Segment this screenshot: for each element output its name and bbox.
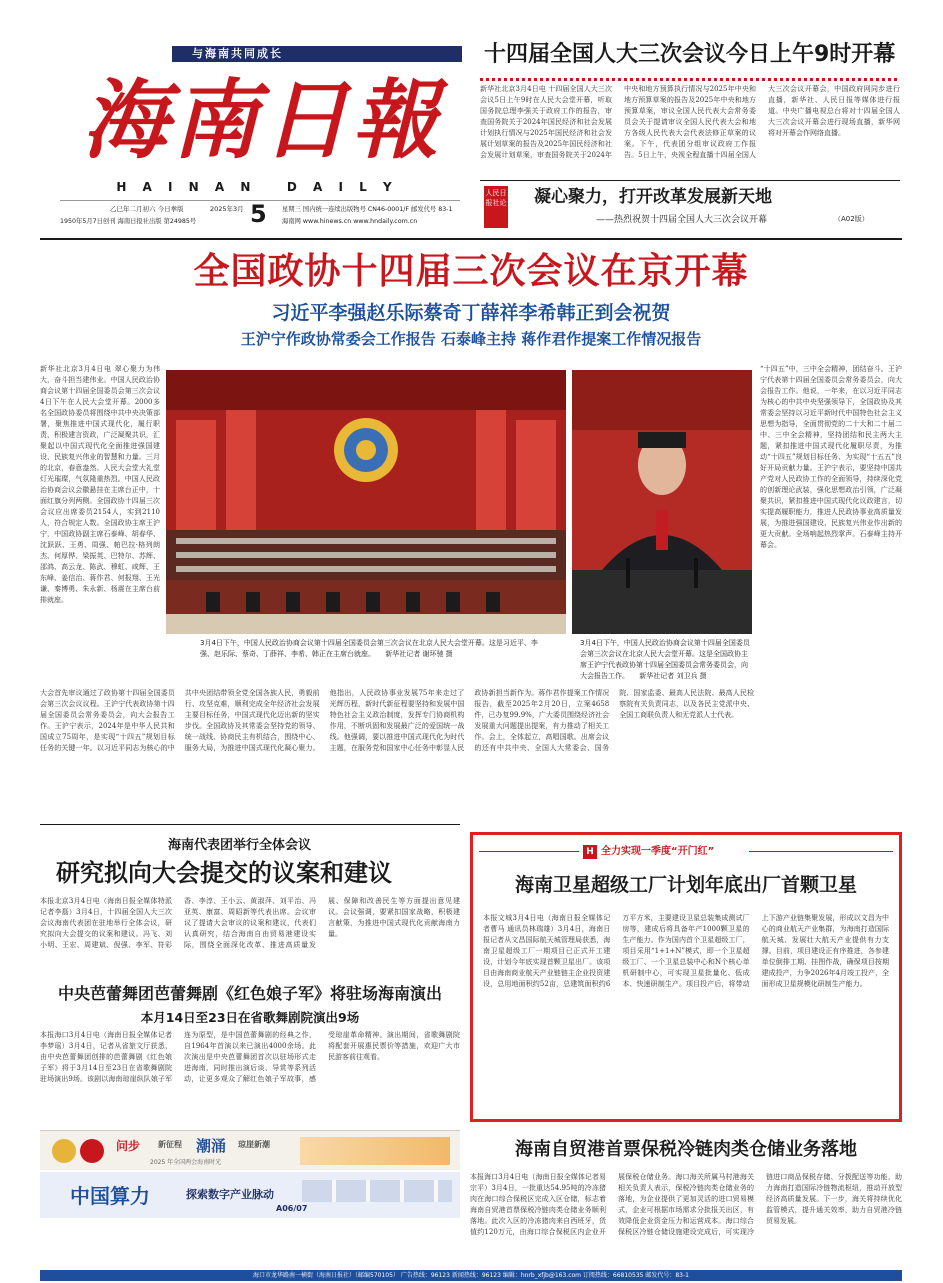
ad-badge-3: 潮涌 xyxy=(196,1137,227,1155)
ad-emblem xyxy=(52,1139,76,1163)
lead-credit-2: 新华社记者 刘卫兵 摄 xyxy=(639,672,707,680)
lead-caption-1 xyxy=(200,638,540,660)
ad-thumbs xyxy=(302,1180,452,1202)
lead-body-right: “十四五”中，三中全会精神，团结奋斗。王沪宁代表第十四届全国委员会常务委员会，向大会报告工作。他说，一年来，在以习近平同志为核心的中共中央坚强领导下，全国政协及其常委会坚持以习近平新时代中国特色社会主义思想为指导，全面贯彻党的二十大和二十届二中、三中全会精神，坚持团结和民主两大主题，紧扣推进中国式现代化履职尽责，为推动“十四五”规划目标任务、为实现“十五五”良好开局贡献力量。王沪宁表示，要坚持中国共产党对人民政协工作的全面领导，持续深化党的创新理论武装，强化思想政治引领，广泛凝聚共识，紧扣推进中国式现代化议政建言，切实提高履职能力，推进人民政协事业高质量发展，为推进强国建设、民族复兴伟业作出新的更大贡献。全场响起热烈掌声。石泰峰主持开幕会。 xyxy=(760,365,902,549)
satellite-kicker-line-left xyxy=(479,851,579,852)
ballet-body: 本报海口3月4日电（海南日报全媒体记者李梦瑶）3月4日，记者从省旅文厅获悉，由中央芭蕾舞团创排的芭蕾舞剧《红色娘子军》将于3月14日至23日在省歌舞剧院驻场演出9场。该剧以海南琼崖纵队娘子军连为原型，是中国芭蕾舞剧的经典之作，自1964年首演以来已演出4000余场。此次演出是中央芭蕾舞团首次以驻场形式走进海南，同时推出演后谈、导赏等系列活动，让更多观众了解红色娘子军故事，感受琼崖革命精神。演出期间，省歌舞剧院将配套开展惠民票价等措施，欢迎广大市民游客前往观看。 xyxy=(40,1031,460,1083)
top-story-dotted-rule xyxy=(480,78,900,81)
satellite-kicker-badge: H xyxy=(583,845,597,859)
footer-text: 海口市龙华路南一横街（海南日报社）（邮编570105） 广告热线：96123 新闻热线：96123 编辑：hnrb_xfjb@163.com 订阅热线：66810535 邮发代号：83-1 xyxy=(253,1272,689,1279)
ballet-headline: 中央芭蕾舞团芭蕾舞剧《红色娘子军》将驻场海南演出 xyxy=(57,984,442,1003)
ad-tagline: 探索数字产业脉动 xyxy=(186,1188,274,1201)
speaker-illustration xyxy=(572,370,752,634)
hainan-group-kicker: 海南代表团举行全体会议 xyxy=(168,838,312,853)
ad-brand: 中国算力 xyxy=(70,1184,150,1208)
ad-brand-bar xyxy=(40,1172,460,1218)
satellite-body: 本报文城3月4日电（海南日报全媒体记者曹马 通讯员林瑞雄）3月4日，海南日报记者从文昌国际航天城管理局获悉，海南卫星超级工厂一期项目已正式开工建设，计划今年底实现首颗卫星出厂。该项目由海南商业航天产业链链主企业投资建设，总用地面积约52亩，总建筑面积约6万平方米，主要建设卫星总装集成测试厂房等，建成后将具备年产1000颗卫星的生产能力。作为国内首个卫星超级工厂，项目采用“1+1+N”模式，即一个卫星超级工厂、一个卫星总装中心和N个核心单机研制中心，可实现卫星批量化、低成本、快速研制生产。项目投产后，将带动上下游产业链集聚发展，形成以文昌为中心的商业航天产业集群，为海南打造国际航天城、发展壮大航天产业提供有力支撑。目前，项目建设正有序推进，各参建单位倒排工期、挂图作战，确保项目按期建成投产，力争2026年4月竣工投产，全面形成卫星规模化研制生产能力。 xyxy=(483,914,889,988)
editorial-ref: （A02版） xyxy=(834,215,869,223)
info-line-1: 星期三 国内统一连续出版物号 CN46-0001/F 邮发代号 83-1 xyxy=(282,206,453,213)
editorial-title: 凝心聚力，打开改革发展新天地 xyxy=(534,187,772,207)
satellite-kicker-bar xyxy=(479,845,893,859)
info-line-2: 海南网 www.hinews.cn www.hndaily.com.cn xyxy=(282,218,418,225)
lead-photo-hall xyxy=(166,370,566,634)
masthead-subtitle: H A I N A N D A I L Y xyxy=(116,180,398,194)
satellite-story-box xyxy=(470,832,902,1122)
editorial-top-rule xyxy=(480,180,900,181)
footer-bar xyxy=(40,1270,902,1281)
satellite-kicker-line-right xyxy=(749,851,893,852)
lead-top-rule xyxy=(40,238,902,240)
lunar-date: 乙巳年二月初六 今日拳版 xyxy=(110,205,184,213)
top-story-body: 新华社北京3月4日电 十四届全国人大三次会议5日上午9时在人民大会堂开幕，听取国务院总理李强关于政府工作的报告，审查国务院关于2024年国民经济和社会发展计划执行情况与2025年国民经济和社会发展计划草案的报告及2025年国民经济和社会发展计划草案，审查国务院关于2024年中央和地方预算执行情况与2025年中央和地方预算草案的报告及2025年中央和地方预算草案，审议全国人民代表大会常务委员会关于提请审议全国人民代表大会和地方各级人民代表大会代表法修正草案的议案。下午，代表团分组审议政府工作报告。5日上午，央视全程直播十四届全国人大三次会议开幕会，中国政府网同步进行直播，新华社、人民日报等媒体进行报道。中央广播电视总台将对十四届全国人大三次会议开幕会进行现场直播，新华网将对开幕会作网络直播。 xyxy=(480,85,900,159)
lead-photo-speaker xyxy=(572,370,752,634)
editorial-tag-text: 人民日报社论 xyxy=(485,189,507,207)
coldchain-body: 本报海口3月4日电（海南日报全媒体记者易宗平）3月4日，一批重达54.95吨的冷冻猪肉在海口综合保税区完成入区仓储，标志着海南自贸港首票保税冷链肉类仓储业务顺利落地。此次入区的冷冻猪肉来自西班牙，货值约120万元，由海口综合保税区内企业开展保税仓储业务。海口海关所属马村港海关相关负责人表示，保税冷链肉类仓储业务的落地，为企业提供了更加灵活的进口贸易模式，企业可根据市场需求分批报关出区，有效降低企业资金压力和运营成本。海口综合保税区冷链仓储设施建设完成后，可实现冷链进口商品保税存储、分拨配送等功能，助力海南打造国际冷链物流枢纽，推动开放型经济高质量发展。下一步，海关将持续优化监管模式，提升通关效率，助力自贸港冷链贸易发展。 xyxy=(470,1173,902,1236)
hall-illustration xyxy=(166,370,566,634)
ad-badge-1: 问步 xyxy=(116,1139,141,1153)
ad-small: 2025 年全国两会海南时光 xyxy=(150,1159,222,1166)
lead-caption-2-text: 3月4日下午，中国人民政治协商会议第十四届全国委员会第三次会议在北京人民大会堂开幕。这是全国政协主席王沪宁代表政协第十四届全国委员会常务委员会，向大会报告工作。 xyxy=(580,639,750,680)
top-story-headline: 十四届全国人大三次会议今日上午9时开幕 xyxy=(484,42,896,67)
masthead-slogan: 与海南共同成长 xyxy=(192,47,283,60)
satellite-kicker: 全力实现一季度“开门红” xyxy=(601,846,715,857)
lead-caption-2 xyxy=(580,638,750,682)
lead-caption-1-text: 3月4日下午，中国人民政治协商会议第十四届全国委员会第三次会议在北京人民大会堂开幕。这是习近平、李强、赵乐际、蔡奇、丁薛祥、李希、韩正在主席台就座。 xyxy=(200,639,538,658)
lead-headline: 全国政协十四届三次会议在京开幕 xyxy=(193,251,749,292)
coldchain-headline: 海南自贸港首票保税冷链肉类仓储业务落地 xyxy=(515,1139,857,1160)
issue-info xyxy=(60,200,460,234)
ad-graphic xyxy=(300,1137,450,1165)
page-number: 5 xyxy=(250,200,267,228)
lead-body-bottom: 大会首先审议通过了政协第十四届全国委员会第三次会议议程。王沪宁代表政协第十四届全国委员会常务委员会，向大会报告工作。王沪宁表示，2024年是中华人民共和国成立75周年，是实现“十四五”规划目标任务的关键一年。以习近平同志为核心的中共中央团结带领全党全国各族人民，勇毅前行、攻坚克难，顺利完成全年经济社会发展主要目标任务，中国式现代化迈出新的坚实步伐。全国政协及其常委会坚持党的领导、统一战线、协商民主有机结合，围绕中心、服务大局，为推进中国式现代化凝心聚力。他指出，人民政协事业发展75年来走过了光辉历程，新时代新征程要坚持和发展中国特色社会主义政治制度，发挥专门协商机构作用，不断巩固和发展最广泛的爱国统一战线。他强调，要以推进中国式现代化为时代主题，在服务党和国家中心任务中彰显人民政协新担当新作为。蒋作君作提案工作情况报告，截至2025年2月20日，立案4658件，已办复99.9%，广大委员围绕经济社会发展重大问题提出提案，有力推动了相关工作。会上，全体起立，高唱国歌。出席会议的还有中共中央、全国人大常委会、国务院、国家监委、最高人民法院、最高人民检察院有关负责同志，以及各民主党派中央、全国工商联负责人和无党派人士代表。 xyxy=(40,689,754,752)
ad-badge-2: 新征程 xyxy=(158,1140,182,1149)
editorial-tag xyxy=(484,186,508,228)
ad-emblem-2 xyxy=(80,1139,104,1163)
hainan-group-headline: 研究拟向大会提交的议案和建议 xyxy=(56,859,392,887)
lead-subhead-1: 习近平李强赵乐际蔡奇丁薛祥李希韩正到会祝贺 xyxy=(271,302,671,324)
editorial-subtitle: ——热烈祝贺十四届全国人大三次会议开幕 xyxy=(596,215,768,225)
lead-subhead-2: 王沪宁作政协常委会工作报告 石泰峰主持 蒋作君作提案工作情况报告 xyxy=(240,330,702,348)
lead-credit-1: 新华社记者 谢环驰 摄 xyxy=(385,650,453,658)
hainan-group-body: 本报北京3月4日电（海南日报全媒体特派记者李磊）3月4日，十四届全国人大三次会议海南代表团在驻地举行全体会议，研究拟向大会提交的议案和建议。冯飞、刘小明、王宏、周建斌、倪强、李军、符彩香、李淳、王小云、黄淑萍、刘平治、冯亚英、康富、周昭新等代表出席。会议审议了提请大会审议的议案和建议，代表们认真研究，结合海南自由贸易港建设实际，围绕全面深化改革、推进高质量发展、保障和改善民生等方面提出意见建议。会议强调，要紧扣国家战略，积极建言献策，为推进中国式现代化贡献海南力量。 xyxy=(40,897,460,949)
masthead-logo: 海南日報 xyxy=(82,70,442,171)
ad-page-ref: A06/07 xyxy=(276,1204,308,1213)
publication-line: 1950年5月7日创刊 海南日报社出版 第24985号 xyxy=(60,218,197,225)
ad-badge-4: 琼崖新潮 xyxy=(238,1140,270,1149)
section-rule-mid xyxy=(40,824,460,825)
ballet-subhead: 本月14日至23日在省歌舞剧院演出9场 xyxy=(140,1010,360,1025)
lead-body-left: 新华社北京3月4日电 翠心聚力为伟大，奋斗担当建伟业。中国人民政治协商会议第十四届全国委员会第三次会议4日下午在人民大会堂开幕。2000多名全国政协委员将围绕中共中央决策部署，聚焦推进中国式现代化，履行职责，积极建言资政，广泛凝聚共识，汇聚起以中国式现代化全面推进强国建设、民族复兴伟业的智慧和力量。三月的北京，春意盎然。人民大会堂大礼堂灯光璀璨，气氛隆重热烈。中国人民政治协商会议会徽悬挂在主席台正中，十面红旗分列两侧。全国政协十四届三次会议应出席委员2154人，实到2110人，符合规定人数。全国政协主席王沪宁，中国政协副主席石泰峰、胡春华、沈跃跃、王勇、周强、帕巴拉·格列朗杰、何厚铧、梁振英、巴特尔、苏辉、邵鸿、高云龙、陈武、穆虹、咸辉、王东峰、姜信治、蒋作君、何报翔、王光谦、秦博勇、朱永新、杨震在主席台前排就座。 xyxy=(40,365,160,604)
ad-banner xyxy=(40,1130,460,1170)
masthead xyxy=(52,44,462,224)
issue-date: 2025年3月 xyxy=(210,205,244,213)
satellite-headline: 海南卫星超级工厂计划年底出厂首颗卫星 xyxy=(514,874,857,896)
